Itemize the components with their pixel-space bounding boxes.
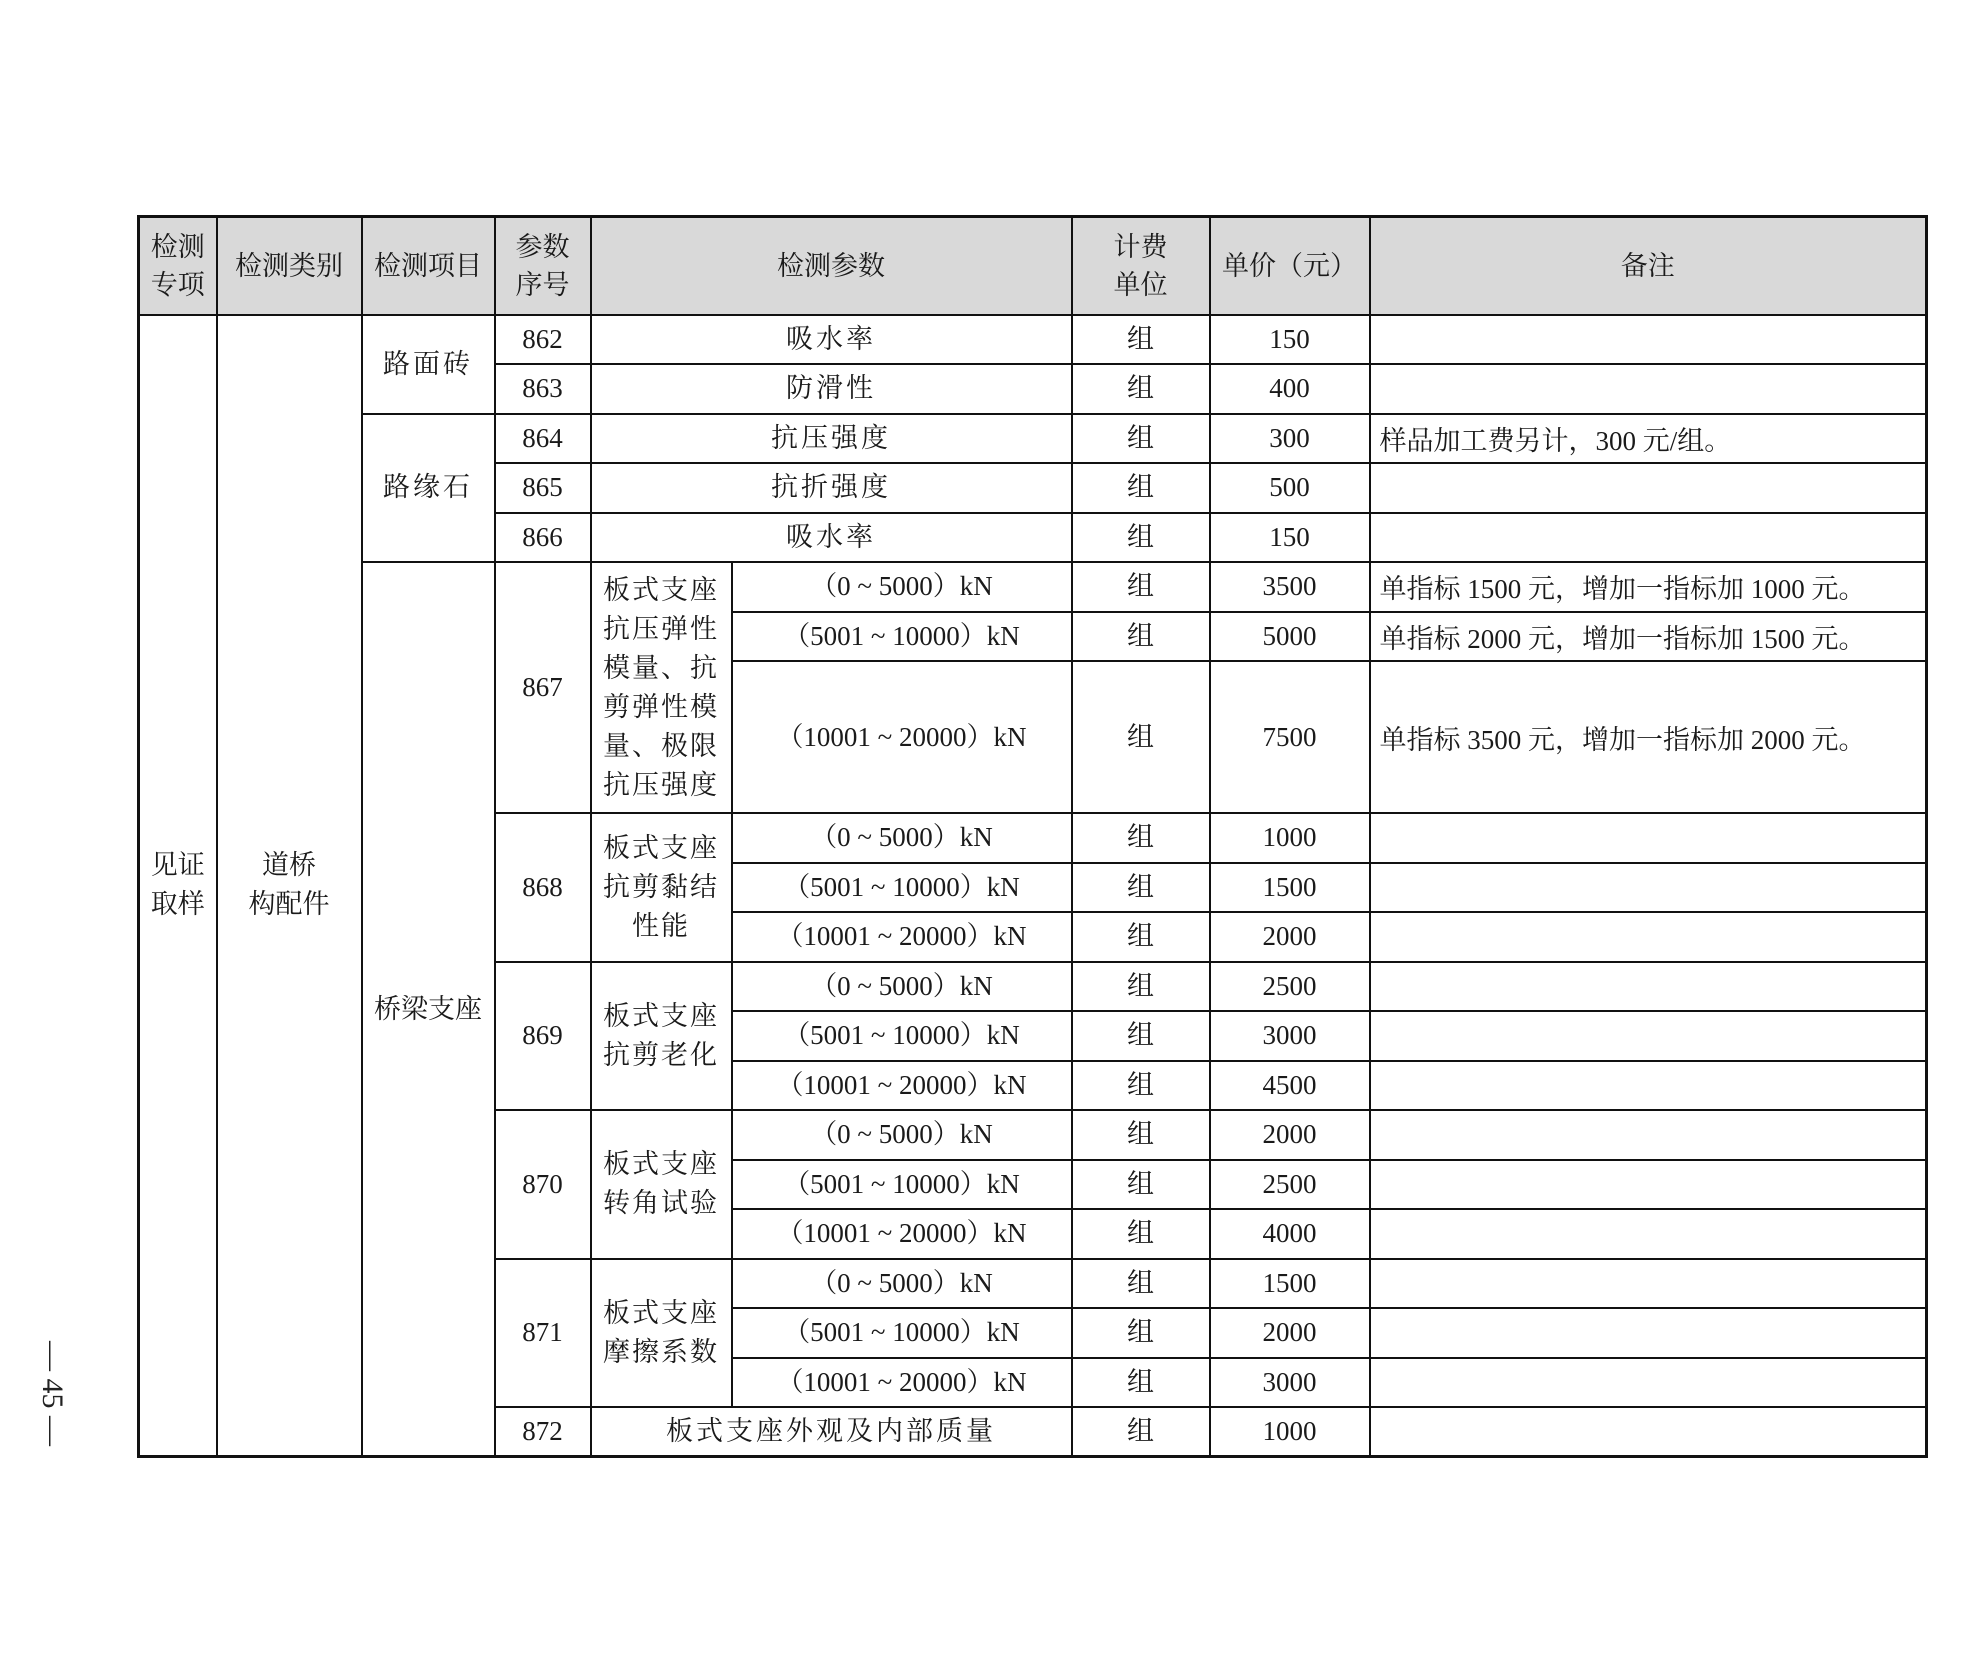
param-cell: 抗压强度 (591, 414, 1072, 464)
range-cell: （0 ~ 5000）kN (732, 562, 1072, 612)
range-cell: （5001 ~ 10000）kN (732, 612, 1072, 662)
unit-cell: 组 (1072, 863, 1210, 913)
page-number: — 45 — (36, 1340, 69, 1446)
price-cell: 2500 (1210, 1160, 1370, 1210)
param-cell: 吸水率 (591, 315, 1072, 365)
unit-cell: 组 (1072, 1061, 1210, 1111)
range-cell: （10001 ~ 20000）kN (732, 1061, 1072, 1111)
range-cell: （5001 ~ 10000）kN (732, 1308, 1072, 1358)
note-cell: 样品加工费另计，300 元/组。 (1370, 414, 1927, 464)
item-name-cell: 桥梁支座 (362, 562, 495, 1457)
unit-cell: 组 (1072, 315, 1210, 365)
range-cell: （0 ~ 5000）kN (732, 1259, 1072, 1309)
param-no-cell: 871 (495, 1259, 591, 1408)
note-cell (1370, 863, 1927, 913)
param-no-cell: 866 (495, 513, 591, 563)
category-cell: 道桥 构配件 (217, 315, 362, 1457)
note-cell (1370, 1259, 1927, 1309)
note-cell (1370, 1358, 1927, 1408)
param-cell: 吸水率 (591, 513, 1072, 563)
price-cell: 400 (1210, 364, 1370, 414)
unit-cell: 组 (1072, 463, 1210, 513)
price-cell: 3000 (1210, 1358, 1370, 1408)
header-param: 检测参数 (591, 217, 1072, 315)
unit-cell: 组 (1072, 1011, 1210, 1061)
unit-cell: 组 (1072, 513, 1210, 563)
price-cell: 1500 (1210, 1259, 1370, 1309)
note-cell (1370, 1407, 1927, 1457)
header-category: 检测类别 (217, 217, 362, 315)
note-cell: 单指标 1500 元，增加一指标加 1000 元。 (1370, 562, 1927, 612)
table-row (139, 562, 1927, 612)
price-cell: 150 (1210, 513, 1370, 563)
price-cell: 500 (1210, 463, 1370, 513)
note-cell (1370, 1061, 1927, 1111)
param-no-cell: 872 (495, 1407, 591, 1457)
range-cell: （0 ~ 5000）kN (732, 962, 1072, 1012)
price-cell: 2000 (1210, 1110, 1370, 1160)
note-cell (1370, 912, 1927, 962)
range-cell: （5001 ~ 10000）kN (732, 863, 1072, 913)
note-cell (1370, 1308, 1927, 1358)
param-name-cell: 板式支座 摩擦系数 (591, 1259, 732, 1408)
param-no-cell: 867 (495, 562, 591, 813)
unit-cell: 组 (1072, 1358, 1210, 1408)
param-name-cell: 板式支座 抗压弹性 模量、抗 剪弹性模 量、极限 抗压强度 (591, 562, 732, 813)
range-cell: （10001 ~ 20000）kN (732, 661, 1072, 813)
unit-cell: 组 (1072, 1259, 1210, 1309)
range-cell: （10001 ~ 20000）kN (732, 1358, 1072, 1408)
table-row (139, 414, 1927, 464)
param-cell: 板式支座外观及内部质量 (591, 1407, 1072, 1457)
note-cell (1370, 962, 1927, 1012)
unit-cell: 组 (1072, 364, 1210, 414)
note-cell (1370, 513, 1927, 563)
param-no-cell: 862 (495, 315, 591, 365)
header-item: 检测项目 (362, 217, 495, 315)
unit-cell: 组 (1072, 414, 1210, 464)
unit-cell: 组 (1072, 1110, 1210, 1160)
price-cell: 5000 (1210, 612, 1370, 662)
unit-cell: 组 (1072, 612, 1210, 662)
unit-cell: 组 (1072, 962, 1210, 1012)
unit-cell: 组 (1072, 1308, 1210, 1358)
price-cell: 2500 (1210, 962, 1370, 1012)
note-cell (1370, 463, 1927, 513)
note-cell (1370, 813, 1927, 863)
price-cell: 2000 (1210, 1308, 1370, 1358)
param-no-cell: 870 (495, 1110, 591, 1259)
price-cell: 1000 (1210, 1407, 1370, 1457)
param-name-cell: 板式支座 抗剪黏结 性能 (591, 813, 732, 962)
unit-cell: 组 (1072, 912, 1210, 962)
range-cell: （0 ~ 5000）kN (732, 1110, 1072, 1160)
price-cell: 150 (1210, 315, 1370, 365)
header-special: 检测 专项 (139, 217, 217, 315)
param-cell: 防滑性 (591, 364, 1072, 414)
note-cell (1370, 315, 1927, 365)
note-cell: 单指标 3500 元，增加一指标加 2000 元。 (1370, 661, 1927, 813)
range-cell: （10001 ~ 20000）kN (732, 912, 1072, 962)
note-cell (1370, 1160, 1927, 1210)
param-name-cell: 板式支座 抗剪老化 (591, 962, 732, 1111)
unit-cell: 组 (1072, 1407, 1210, 1457)
header-note: 备注 (1370, 217, 1927, 315)
price-cell: 7500 (1210, 661, 1370, 813)
header-unit: 计费 单位 (1072, 217, 1210, 315)
param-no-cell: 865 (495, 463, 591, 513)
param-no-cell: 863 (495, 364, 591, 414)
price-cell: 1000 (1210, 813, 1370, 863)
unit-cell: 组 (1072, 661, 1210, 813)
price-cell: 300 (1210, 414, 1370, 464)
price-cell: 3500 (1210, 562, 1370, 612)
note-cell (1370, 364, 1927, 414)
section-cell: 见证 取样 (139, 315, 217, 1457)
range-cell: （0 ~ 5000）kN (732, 813, 1072, 863)
param-name-cell: 板式支座 转角试验 (591, 1110, 732, 1259)
range-cell: （5001 ~ 10000）kN (732, 1160, 1072, 1210)
price-cell: 4000 (1210, 1209, 1370, 1259)
param-no-cell: 868 (495, 813, 591, 962)
price-cell: 3000 (1210, 1011, 1370, 1061)
table-row (139, 315, 1927, 365)
price-cell: 1500 (1210, 863, 1370, 913)
price-cell: 2000 (1210, 912, 1370, 962)
param-cell: 抗折强度 (591, 463, 1072, 513)
unit-cell: 组 (1072, 562, 1210, 612)
range-cell: （5001 ~ 10000）kN (732, 1011, 1072, 1061)
note-cell: 单指标 2000 元，增加一指标加 1500 元。 (1370, 612, 1927, 662)
item-name-cell: 路面砖 (362, 315, 495, 414)
param-no-cell: 864 (495, 414, 591, 464)
unit-cell: 组 (1072, 813, 1210, 863)
item-name-cell: 路缘石 (362, 414, 495, 563)
header-param-no: 参数 序号 (495, 217, 591, 315)
note-cell (1370, 1110, 1927, 1160)
note-cell (1370, 1209, 1927, 1259)
unit-cell: 组 (1072, 1209, 1210, 1259)
param-no-cell: 869 (495, 962, 591, 1111)
header-row (139, 217, 1927, 315)
unit-cell: 组 (1072, 1160, 1210, 1210)
price-cell: 4500 (1210, 1061, 1370, 1111)
note-cell (1370, 1011, 1927, 1061)
header-price: 单价（元） (1210, 217, 1370, 315)
fee-table (137, 215, 1928, 1458)
range-cell: （10001 ~ 20000）kN (732, 1209, 1072, 1259)
